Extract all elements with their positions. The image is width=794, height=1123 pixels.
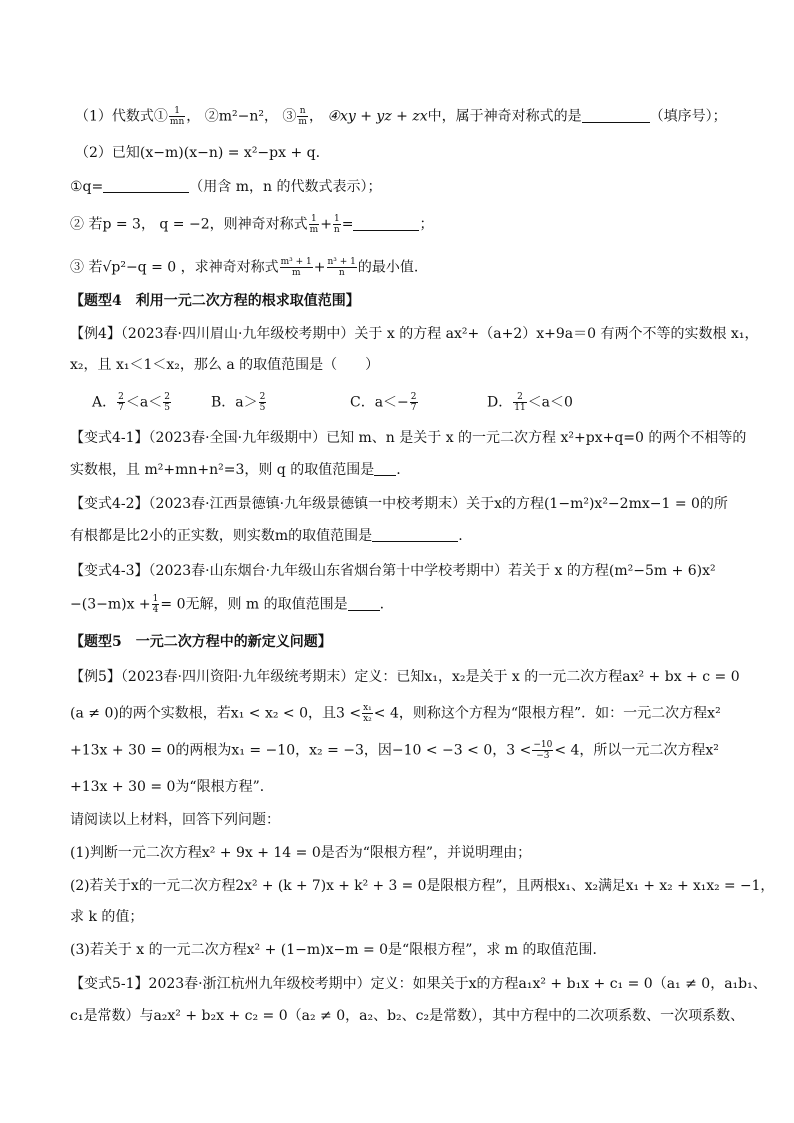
plus-sign: +	[320, 216, 332, 233]
fraction: $\frac{2}{11}$	[514, 392, 526, 413]
q1-tail: 中，属于神奇对称式的是	[427, 108, 582, 125]
separator: ，	[308, 108, 323, 125]
variant-4-1-line-2: 实数根，且 m²+mn+n²=3，则 q 的取值范围是 .	[70, 462, 401, 478]
fraction: $\frac{1}{mn}$	[169, 106, 185, 127]
example-4-line-2: x₂，且 x₁＜1＜x₂，那么 a 的取值范围是（ ）	[70, 357, 380, 373]
answer-blank[interactable]	[374, 461, 396, 476]
answer-blank[interactable]	[348, 596, 380, 611]
fraction: $\frac{-10}{-3}$	[533, 740, 553, 761]
separator: ，	[263, 108, 278, 125]
fraction: $\frac{2}{5}$	[259, 392, 266, 413]
answer-blank[interactable]	[103, 178, 189, 193]
answer-blank[interactable]	[582, 108, 650, 123]
section-heading-type4: 【题型4 利用一元二次方程的根求取值范围】	[70, 293, 360, 309]
q1-end: （填序号）；	[649, 108, 727, 125]
q2a-label: ①q=	[70, 179, 104, 195]
part-3: (3)若关于 x 的一元二次方程x² + (1−m)x−m = 0是“限根方程”，求 m 的取值范围．	[70, 942, 607, 958]
part-2-line-2: 求 k 的值；	[70, 909, 144, 925]
variant-5-1-line-2: c₁是常数）与a₂x² + b₂x + c₂ = 0（a₂ ≠ 0，a₂、b₂、c₂是常数），其中方程中的二次项系数、一次项系数、	[70, 1008, 745, 1024]
section-heading-type5: 【题型5 一元二次方程中的新定义问题】	[70, 634, 332, 650]
variant-4-1-line-1: 【变式4-1】（2023春·全国·九年级期中）已知 m、n 是关于 x 的一元二次方程 x²+px+q=0 的两个不相等的	[70, 430, 747, 446]
option-2: ②m²−n²	[204, 108, 264, 125]
variant-4-3-line-1: 【变式4-3】（2023春·山东烟台·九年级山东省烟台第十中学校考期中）若关于 x 的方程(m²−5m + 6)x²	[70, 563, 716, 579]
question-2b-line	[70, 214, 433, 235]
example-5-line-1: 【例5】（2023春·四川资阳·九年级统考期末）定义：已知x₁，x₂是关于 x 的一元二次方程ax² + bx + c = 0	[70, 669, 740, 685]
fraction: $\frac{n}{m}$	[298, 106, 307, 127]
fraction: $\frac{2}{7}$	[118, 392, 124, 413]
example-5-line-2: (a ≠ 0)的两个实数根，若x₁ < x₂ < 0，且3 < $\frac{\text{x₁}}{\text{x₂}}$ < 4，则称这个方程为“限根方程”．如：一元二次方程x²	[70, 703, 721, 724]
question-2-line: （2）已知(x−m)(x−n) = x²−px + q.	[75, 145, 321, 161]
example-4-line-1: 【例4】（2023春·四川眉山·九年级校考期中）关于 x 的方程 ax²+（a+2）x+9a＝0 有两个不等的实数根 x₁，	[70, 326, 759, 342]
variant-4-2-line-2: 有根都是比2小的正实数，则实数m的取值范围是 .	[70, 528, 463, 544]
example-5-line-3: +13x + 30 = 0的两根为x₁ = −10，x₂ = −3，因−10 < −3 < 0，3 < $\frac{-10}{-3}$ < 4，所以一元二次方程x²	[70, 740, 719, 761]
fraction: $\frac{1}{n}$	[333, 214, 340, 235]
part-2-line-1: (2)若关于x的一元二次方程2x² + (k + 7)x + k² + 3 = 0是限根方程”，且两根x₁、x₂满足x₁ + x₂ + x₁x₂ = −1，	[70, 878, 775, 894]
part-1: (1)判断一元二次方程x² + 9x + 14 = 0是否为“限根方程”，并说明理由；	[70, 845, 532, 861]
q2a-hint: （用含 m，n 的代数式表示）；	[189, 179, 382, 195]
reading-prompt: 请阅读以上材料，回答下列问题：	[70, 812, 280, 828]
variant-5-1-line-1: 【变式5-1】2023春·浙江杭州九年级校考期中）定义：如果关于x的方程a₁x² + b₁x + c₁ = 0（a₁ ≠ 0，a₁b₁、	[70, 976, 767, 992]
option-b[interactable]: B．a＞ $\frac{2}{5}$	[211, 392, 266, 413]
q2b-text: ② 若p = 3， q = −2，则神奇对称式	[70, 216, 308, 233]
fraction: $\frac{1}{m}$	[309, 214, 319, 235]
question-2c-line	[70, 257, 418, 278]
equals-sign: =	[341, 216, 354, 233]
separator: ，	[186, 108, 201, 125]
example-5-line-4: +13x + 30 = 0为“限根方程”．	[70, 779, 274, 795]
variant-4-2-line-1: 【变式4-2】（2023春·江西景德镇·九年级景德镇一中校考期末）关于x的方程(1−m²)x²−2mx−1 = 0的所	[70, 496, 728, 512]
answer-blank[interactable]	[353, 216, 419, 231]
q2c-text: ③ 若√p²−q = 0 ，求神奇对称式	[70, 259, 279, 276]
question-2a-line	[70, 177, 381, 197]
fraction: $\frac{2}{5}$	[164, 392, 170, 413]
question-1-line	[75, 106, 727, 127]
option-a[interactable]: A． $\frac{2}{7}$ ＜a＜ $\frac{2}{5}$	[92, 392, 170, 413]
fraction: $\frac{\text{n³ + 1}}{n}$	[327, 257, 356, 278]
q1-intro: （1）代数式①	[75, 108, 168, 125]
q2b-end: ；	[419, 216, 434, 233]
answer-blank[interactable]	[372, 527, 458, 542]
fraction: $\frac{2}{7}$	[410, 392, 417, 413]
plus-sign: +	[313, 259, 326, 276]
variant-4-3-line-2: −(3−m)x + $\frac{1}{4}$ = 0无解，则 m 的取值范围是 .	[70, 594, 385, 615]
fraction: $\frac{\text{m³ + 1}}{m}$	[280, 257, 312, 278]
q2c-end: 的最小值.	[357, 259, 419, 276]
fraction: $\frac{\text{x₁}}{\text{x₂}}$	[363, 703, 372, 724]
option-d[interactable]: D． $\frac{2}{11}$ ＜a＜0	[487, 392, 573, 413]
option-c[interactable]: C．a＜− $\frac{2}{7}$	[350, 392, 417, 413]
fraction: $\frac{1}{4}$	[152, 594, 159, 615]
option-3: ③	[282, 108, 297, 125]
option-4: ④xy + yz + zx	[327, 108, 428, 125]
